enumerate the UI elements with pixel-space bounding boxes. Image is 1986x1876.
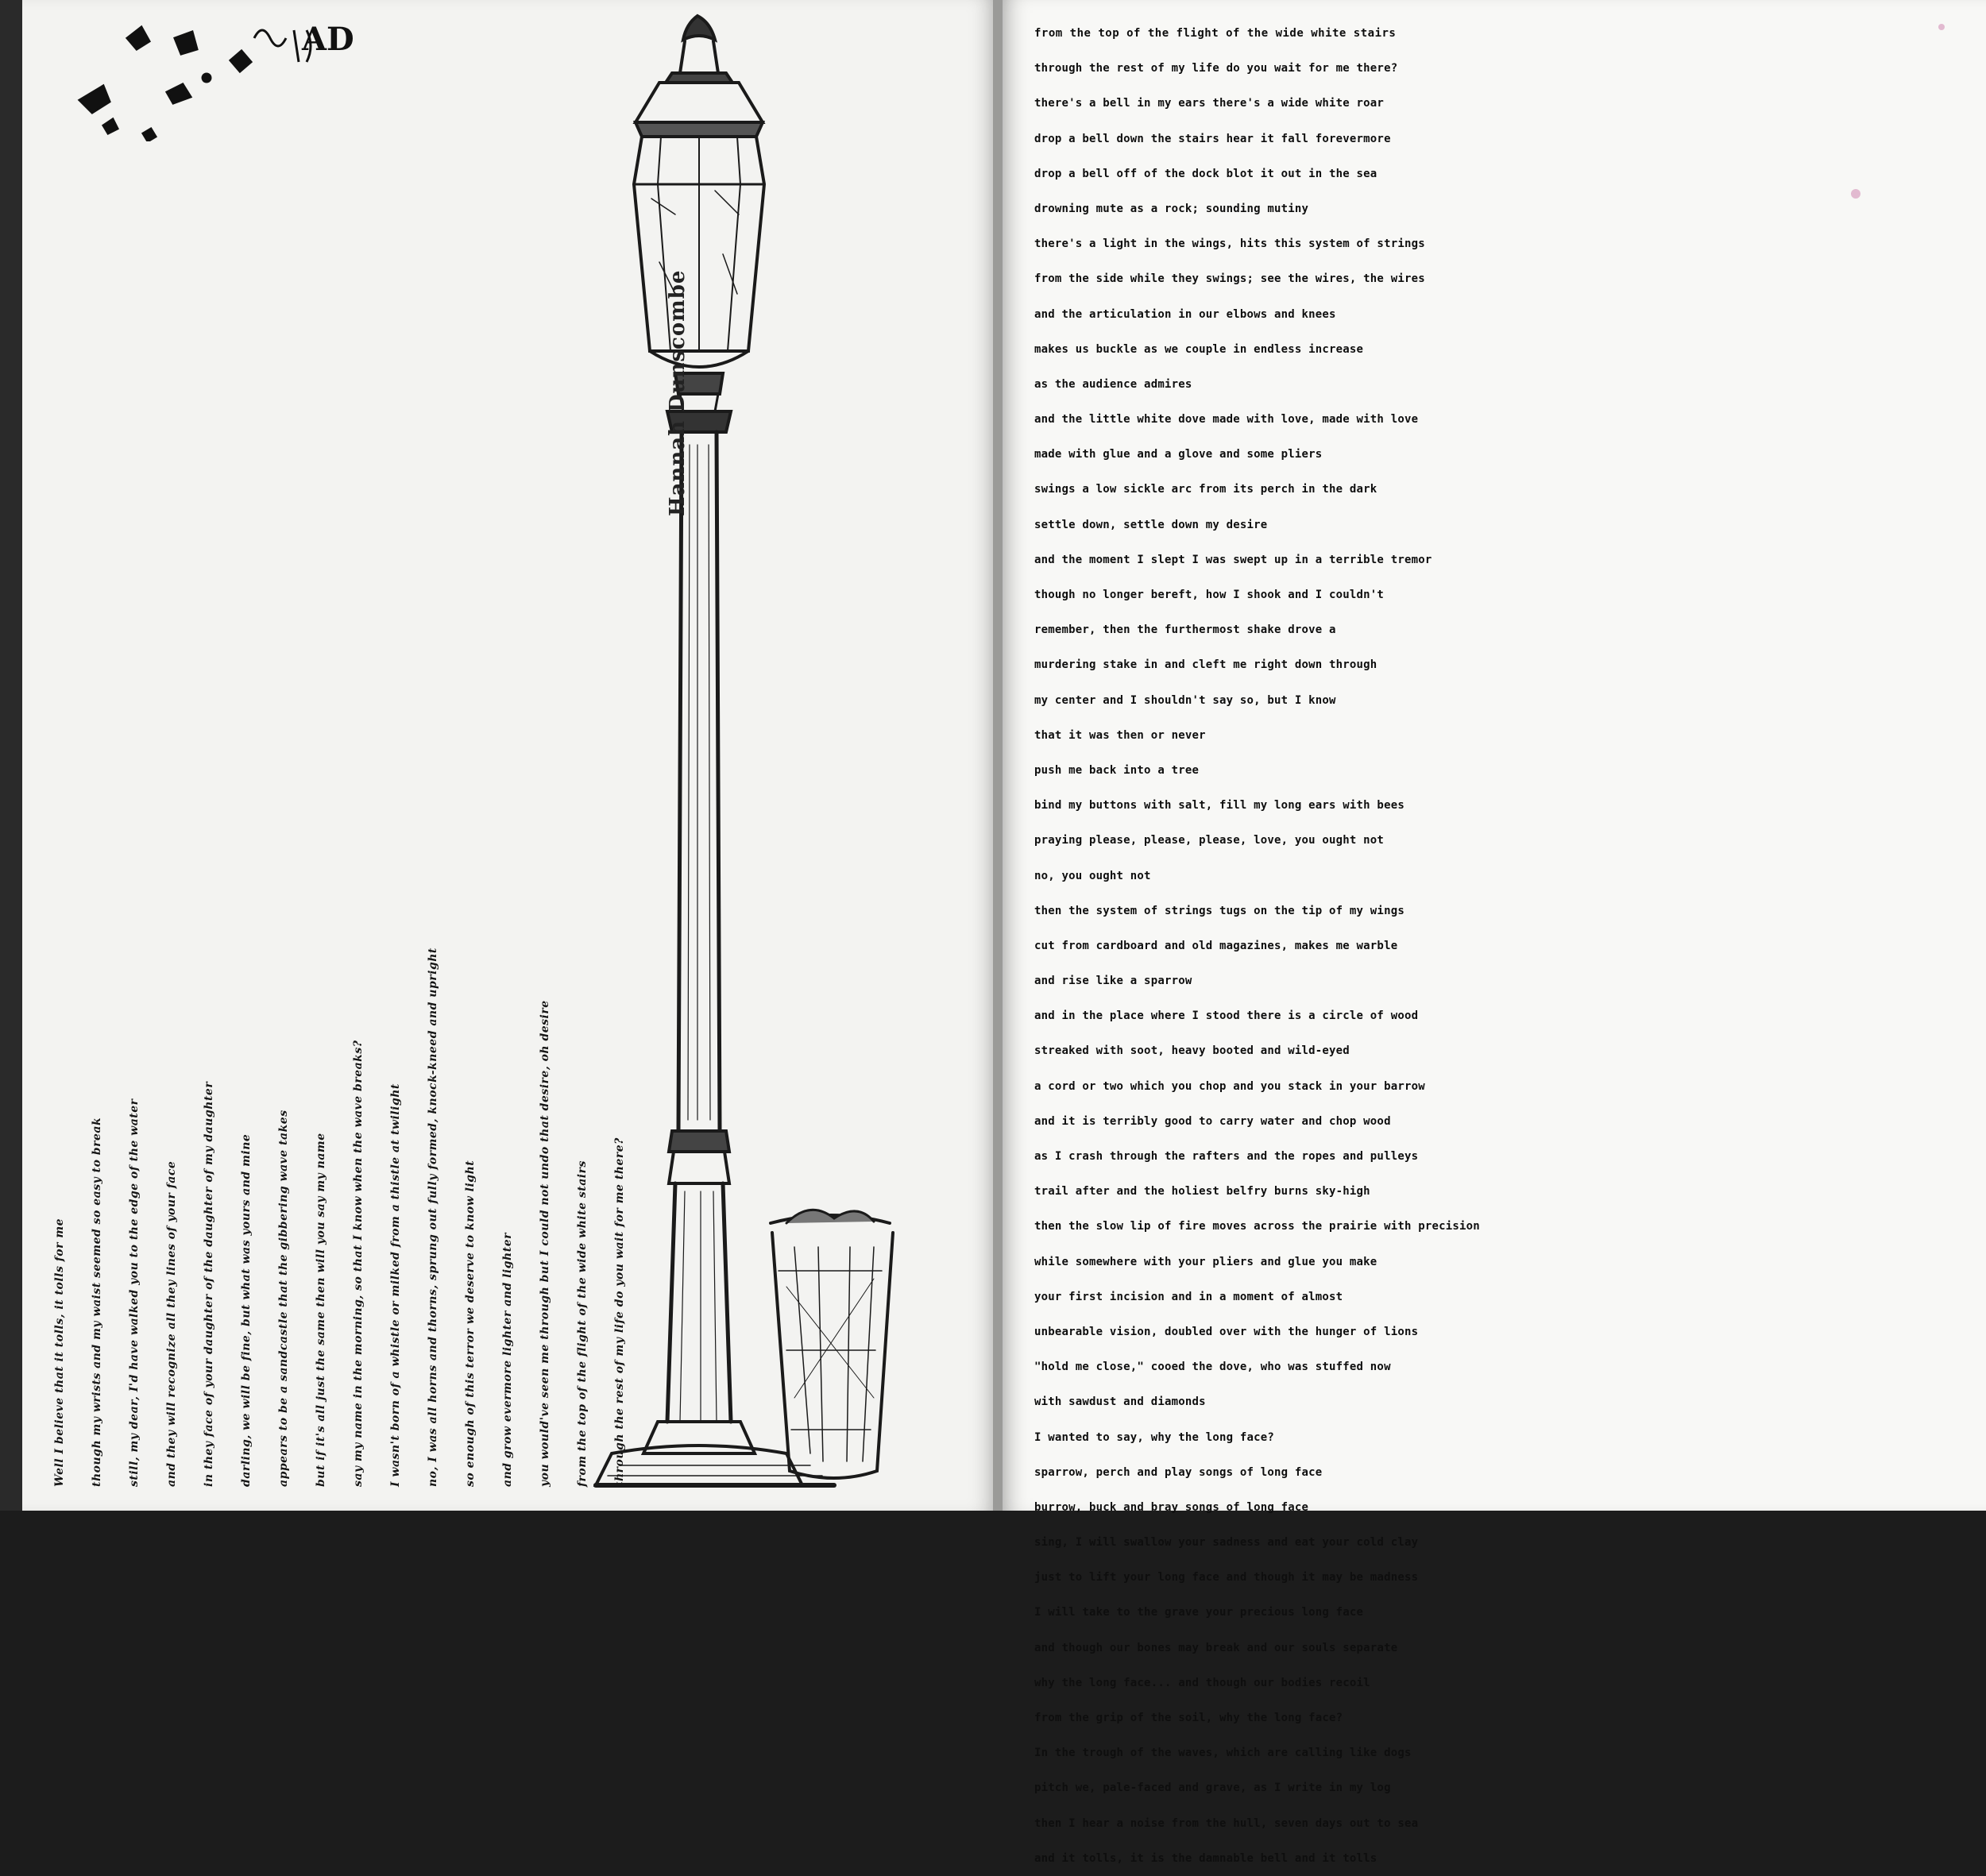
poem-line: from the top of the flight of the wide white stairs — [576, 1160, 589, 1487]
poem-line: and they will recognize all they lines of your face — [165, 1160, 178, 1487]
poem-line: then the system of strings tugs on the tip of my wings — [1034, 904, 1404, 917]
poem-line: I will take to the grave your precious long face — [1034, 1606, 1364, 1619]
lamp-post-sketch — [516, 0, 961, 1511]
poem-line: and the articulation in our elbows and knees — [1034, 307, 1336, 321]
poem-line: I wanted to say, why the long face? — [1034, 1430, 1275, 1444]
poem-line: drop a bell off of the dock blot it out in the sea — [1034, 167, 1377, 180]
book-cover-edge — [0, 0, 22, 1511]
poem-line: unbearable vision, doubled over with the hunger of lions — [1034, 1325, 1419, 1338]
poem-line: burrow, buck and bray songs of long face — [1034, 1500, 1309, 1514]
poem-line: push me back into a tree — [1034, 763, 1200, 777]
poem-line: there's a light in the wings, hits this system of strings — [1034, 237, 1425, 251]
poem-line: just to lift your long face and though it may be madness — [1034, 1571, 1419, 1585]
poem-line: and it is terribly good to carry water and chop wood — [1034, 1114, 1391, 1128]
poem-line: I wasn't born of a whistle or milked from a thistle at twilight — [389, 1083, 402, 1487]
poem-line: drop a bell down the stairs hear it fall forevermore — [1034, 132, 1391, 145]
poem-line: with sawdust and diamonds — [1034, 1395, 1206, 1409]
poem-line: remember, then the furthermost shake drove a — [1034, 623, 1336, 637]
poem-line: appears to be a sandcastle that the gibbering wave takes — [277, 1110, 290, 1487]
poem-line: from the grip of the soil, why the long face? — [1034, 1712, 1343, 1724]
poem-line: no, you ought not — [1034, 869, 1151, 882]
poem-line: no, I was all horns and thorns, sprung out fully formed, knock-kneed and upright — [427, 948, 439, 1487]
poem-line: "hold me close," cooed the dove, who was stuffed now — [1034, 1361, 1391, 1374]
poem-line: murdering stake in and cleft me right down through — [1034, 658, 1377, 672]
poem-line: sparrow, perch and play songs of long face — [1034, 1465, 1323, 1479]
poem-line: In the trough of the waves, which are calling like dogs — [1034, 1747, 1412, 1760]
poem-line: bind my buttons with salt, fill my long ears with bees — [1034, 799, 1404, 813]
poem-line: from the top of the flight of the wide white stairs — [1034, 27, 1397, 40]
poem-line: trail after and the holiest belfry burns sky-high — [1034, 1185, 1370, 1199]
poem-line: a cord or two which you chop and you stack in your barrow — [1034, 1079, 1425, 1093]
poem-line: then I hear a noise from the hull, seven days out to sea — [1034, 1816, 1419, 1830]
poem-line: but if it's all just the same then will you say my name — [315, 1133, 327, 1487]
poem-line: still, my dear, I'd have walked you to the edge of the water — [128, 1098, 141, 1487]
poem-line: then the slow lip of fire moves across the prairie with precision — [1034, 1220, 1480, 1233]
poem-line: in they face of your daughter of the daughter of my daughter — [203, 1081, 215, 1487]
poem-line: and though our bones may break and our souls separate — [1034, 1641, 1398, 1654]
poem-line: so enough of this terror we deserve to know light — [464, 1160, 477, 1487]
poem-line: cut from cardboard and old magazines, makes me warble — [1034, 939, 1398, 952]
poem-line: and the moment I slept I was swept up in a terrible tremor — [1034, 553, 1432, 566]
poem-line: streaked with soot, heavy booted and wild-eyed — [1034, 1044, 1350, 1058]
poem-line: sing, I will swallow your sadness and eat your cold clay — [1034, 1536, 1419, 1550]
poem-line: and grow evermore lighter and lighter — [501, 1233, 514, 1487]
poem-line: while somewhere with your pliers and glue you make — [1034, 1255, 1377, 1268]
poem-line: through the rest of my life do you wait for me there? — [613, 1137, 626, 1487]
poem-line: though no longer bereft, how I shook and I couldn't — [1034, 589, 1385, 601]
poem-line: through the rest of my life do you wait for me there? — [1034, 62, 1398, 75]
poem-line: my center and I shouldn't say so, but I know — [1034, 693, 1336, 707]
poem-line: there's a bell in my ears there's a wide white roar — [1034, 97, 1385, 110]
poem-line: say my name in the morning, so that I know when the wave breaks? — [352, 1040, 365, 1487]
poem-line: why the long face... and though our bodies recoil — [1034, 1676, 1370, 1689]
book-gutter — [993, 0, 1003, 1511]
poem-line: drowning mute as a rock; sounding mutiny — [1034, 202, 1309, 215]
doodle-label: AD — [302, 21, 354, 58]
poem-line: and rise like a sparrow — [1034, 975, 1192, 988]
poem-line: and it tolls, it is the damnable bell and it tolls — [1034, 1851, 1377, 1865]
artist-signature: Hannah Dunscombe — [666, 269, 690, 516]
poem-line: swings a low sickle arc from its perch in the dark — [1034, 483, 1377, 496]
poem-line: and in the place where I stood there is a circle of wood — [1034, 1009, 1419, 1023]
poem-line: and the little white dove made with love, made with love — [1034, 413, 1419, 427]
poem-line: Well I believe that it tolls, it tolls for me — [53, 1218, 66, 1487]
poem-line: pitch we, pale-faced and grave, as I write in my log — [1034, 1781, 1391, 1795]
poem-line: as the audience admires — [1034, 377, 1192, 391]
poem-line: made with glue and a glove and some pliers — [1034, 448, 1323, 461]
poem-line: praying please, please, please, love, you ought not — [1034, 834, 1385, 847]
right-page-poem — [1034, 16, 1980, 1876]
poem-line: darling, we will be fine, but what was yours and mine — [240, 1133, 253, 1487]
poem-line: that it was then or never — [1034, 728, 1206, 742]
poem-line: you would've seen me through but I could not undo that desire, oh desire — [539, 1000, 551, 1487]
poem-line: makes us buckle as we couple in endless increase — [1034, 342, 1364, 356]
poem-line: settle down, settle down my desire — [1034, 518, 1268, 531]
poem-line: your first incision and in a moment of almost — [1034, 1290, 1343, 1303]
poem-line: as I crash through the rafters and the ropes and pulleys — [1034, 1150, 1419, 1163]
poem-line: though my wrists and my waist seemed so easy to break — [91, 1117, 103, 1487]
poem-line: from the side while they swings; see the wires, the wires — [1034, 272, 1425, 286]
